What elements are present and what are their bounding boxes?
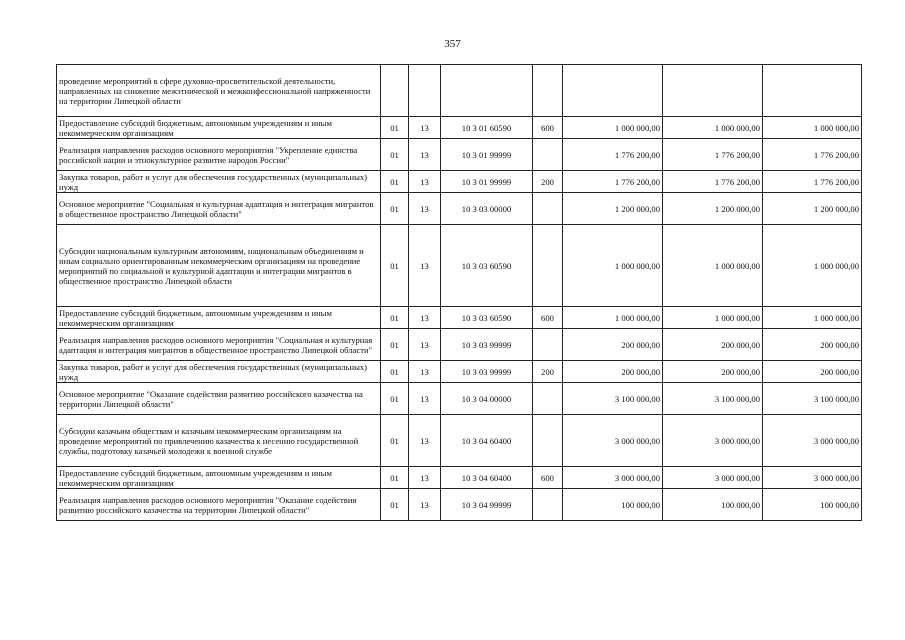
section-code: 01: [381, 467, 409, 489]
table-row: [57, 193, 862, 225]
target-article-code: 10 3 04 99999: [441, 489, 533, 521]
table-row: [57, 139, 862, 171]
subsection-code: 13: [409, 489, 441, 521]
section-code: 01: [381, 489, 409, 521]
row-name: Реализация направления расходов основного мероприятия "Укрепление единства российской нации и этнокультурное развитие народов России": [57, 139, 381, 171]
target-article-code: 10 3 03 60590: [441, 225, 533, 307]
section-code: 01: [381, 225, 409, 307]
subsection-code: 13: [409, 225, 441, 307]
amount-year-3: 3 100 000,00: [763, 383, 862, 415]
amount-year-1: [563, 65, 663, 117]
target-article-code: 10 3 03 99999: [441, 329, 533, 361]
table-row: [57, 415, 862, 467]
section-code: 01: [381, 307, 409, 329]
amount-year-1: 1 000 000,00: [563, 225, 663, 307]
expense-type-code: [533, 193, 563, 225]
amount-year-3: 1 776 200,00: [763, 171, 862, 193]
row-name: Реализация направления расходов основного мероприятия "Оказание содействия развитию российского казачества на территории Липецкой области": [57, 489, 381, 521]
subsection-code: 13: [409, 193, 441, 225]
row-name: Предоставление субсидий бюджетным, автономным учреждениям и иным некоммерческим организациям: [57, 117, 381, 139]
expense-type-code: 600: [533, 307, 563, 329]
row-name: Основное мероприятие "Оказание содействия развитию российского казачества на территории Липецкой области": [57, 383, 381, 415]
table-row: [57, 171, 862, 193]
amount-year-3: 1 000 000,00: [763, 307, 862, 329]
amount-year-2: 1 000 000,00: [663, 117, 763, 139]
amount-year-1: 3 100 000,00: [563, 383, 663, 415]
amount-year-1: 3 000 000,00: [563, 415, 663, 467]
amount-year-2: 1 000 000,00: [663, 225, 763, 307]
table-row: [57, 117, 862, 139]
amount-year-1: 1 776 200,00: [563, 171, 663, 193]
amount-year-1: 1 776 200,00: [563, 139, 663, 171]
expense-type-code: 200: [533, 171, 563, 193]
subsection-code: 13: [409, 383, 441, 415]
amount-year-3: 1 776 200,00: [763, 139, 862, 171]
row-name: Реализация направления расходов основного мероприятия "Социальная и культурная адаптация и интеграция мигрантов в общественное пространство Липецкой области": [57, 329, 381, 361]
table-row: [57, 361, 862, 383]
section-code: 01: [381, 193, 409, 225]
amount-year-2: 200 000,00: [663, 329, 763, 361]
section-code: [381, 65, 409, 117]
amount-year-1: 1 200 000,00: [563, 193, 663, 225]
expense-type-code: [533, 225, 563, 307]
row-name: Субсидии казачьим обществам и казачьим некоммерческим организациям на проведение мероприятий по привлечению казачества к несению государственной службы, подготовку казачьей молодежи к военной службе: [57, 415, 381, 467]
amount-year-3: 3 000 000,00: [763, 467, 862, 489]
expense-type-code: [533, 65, 563, 117]
section-code: 01: [381, 329, 409, 361]
section-code: 01: [381, 361, 409, 383]
row-name: проведение мероприятий в сфере духовно-просветительской деятельности, направленных на снижение межэтнической и межконфессиональной напряженности на территории Липецкой области: [57, 65, 381, 117]
amount-year-3: 200 000,00: [763, 361, 862, 383]
expense-type-code: 600: [533, 117, 563, 139]
row-name: Закупка товаров, работ и услуг для обеспечения государственных (муниципальных) нужд: [57, 361, 381, 383]
amount-year-2: 100 000,00: [663, 489, 763, 521]
amount-year-2: 3 100 000,00: [663, 383, 763, 415]
subsection-code: 13: [409, 329, 441, 361]
expense-type-code: [533, 139, 563, 171]
section-code: 01: [381, 415, 409, 467]
amount-year-2: 1 200 000,00: [663, 193, 763, 225]
row-name: Субсидии национальным культурным автономиям, национальным объединениям и иным социально ориентированным некоммерческим организациям на проведение мероприятий по социальной и культурной адаптации и интеграции мигрантов в общественное пространство Липецкой области: [57, 225, 381, 307]
table-row: [57, 489, 862, 521]
amount-year-2: 1 776 200,00: [663, 139, 763, 171]
amount-year-3: 1 000 000,00: [763, 117, 862, 139]
subsection-code: 13: [409, 361, 441, 383]
amount-year-3: [763, 65, 862, 117]
target-article-code: 10 3 01 60590: [441, 117, 533, 139]
subsection-code: [409, 65, 441, 117]
amount-year-3: 200 000,00: [763, 329, 862, 361]
amount-year-1: 1 000 000,00: [563, 307, 663, 329]
row-name: Закупка товаров, работ и услуг для обеспечения государственных (муниципальных) нужд: [57, 171, 381, 193]
table-row: [57, 307, 862, 329]
subsection-code: 13: [409, 415, 441, 467]
amount-year-1: 200 000,00: [563, 329, 663, 361]
table-row: [57, 383, 862, 415]
target-article-code: 10 3 04 60400: [441, 467, 533, 489]
table-row: [57, 225, 862, 307]
row-name: Предоставление субсидий бюджетным, автономным учреждениям и иным некоммерческим организациям: [57, 467, 381, 489]
expense-type-code: 600: [533, 467, 563, 489]
amount-year-3: 1 000 000,00: [763, 225, 862, 307]
amount-year-2: 3 000 000,00: [663, 467, 763, 489]
amount-year-2: 1 776 200,00: [663, 171, 763, 193]
expense-type-code: [533, 415, 563, 467]
target-article-code: 10 3 03 00000: [441, 193, 533, 225]
subsection-code: 13: [409, 467, 441, 489]
target-article-code: 10 3 01 99999: [441, 139, 533, 171]
target-article-code: 10 3 01 99999: [441, 171, 533, 193]
amount-year-1: 200 000,00: [563, 361, 663, 383]
table-row: [57, 65, 862, 117]
amount-year-1: 100 000,00: [563, 489, 663, 521]
target-article-code: 10 3 03 60590: [441, 307, 533, 329]
amount-year-2: [663, 65, 763, 117]
row-name: Предоставление субсидий бюджетным, автономным учреждениям и иным некоммерческим организациям: [57, 307, 381, 329]
amount-year-2: 200 000,00: [663, 361, 763, 383]
subsection-code: 13: [409, 117, 441, 139]
row-name: Основное мероприятие "Социальная и культурная адаптация и интеграция мигрантов в общественное пространство Липецкой области": [57, 193, 381, 225]
amount-year-2: 3 000 000,00: [663, 415, 763, 467]
section-code: 01: [381, 117, 409, 139]
amount-year-1: 1 000 000,00: [563, 117, 663, 139]
budget-table: [56, 64, 862, 521]
amount-year-3: 1 200 000,00: [763, 193, 862, 225]
target-article-code: [441, 65, 533, 117]
subsection-code: 13: [409, 139, 441, 171]
target-article-code: 10 3 03 99999: [441, 361, 533, 383]
subsection-code: 13: [409, 171, 441, 193]
expense-type-code: [533, 383, 563, 415]
table-row: [57, 329, 862, 361]
section-code: 01: [381, 171, 409, 193]
expense-type-code: 200: [533, 361, 563, 383]
section-code: 01: [381, 383, 409, 415]
amount-year-1: 3 000 000,00: [563, 467, 663, 489]
amount-year-3: 3 000 000,00: [763, 415, 862, 467]
amount-year-2: 1 000 000,00: [663, 307, 763, 329]
target-article-code: 10 3 04 60400: [441, 415, 533, 467]
table-row: [57, 467, 862, 489]
page-number: 357: [444, 38, 461, 50]
expense-type-code: [533, 489, 563, 521]
expense-type-code: [533, 329, 563, 361]
amount-year-3: 100 000,00: [763, 489, 862, 521]
target-article-code: 10 3 04 00000: [441, 383, 533, 415]
subsection-code: 13: [409, 307, 441, 329]
section-code: 01: [381, 139, 409, 171]
